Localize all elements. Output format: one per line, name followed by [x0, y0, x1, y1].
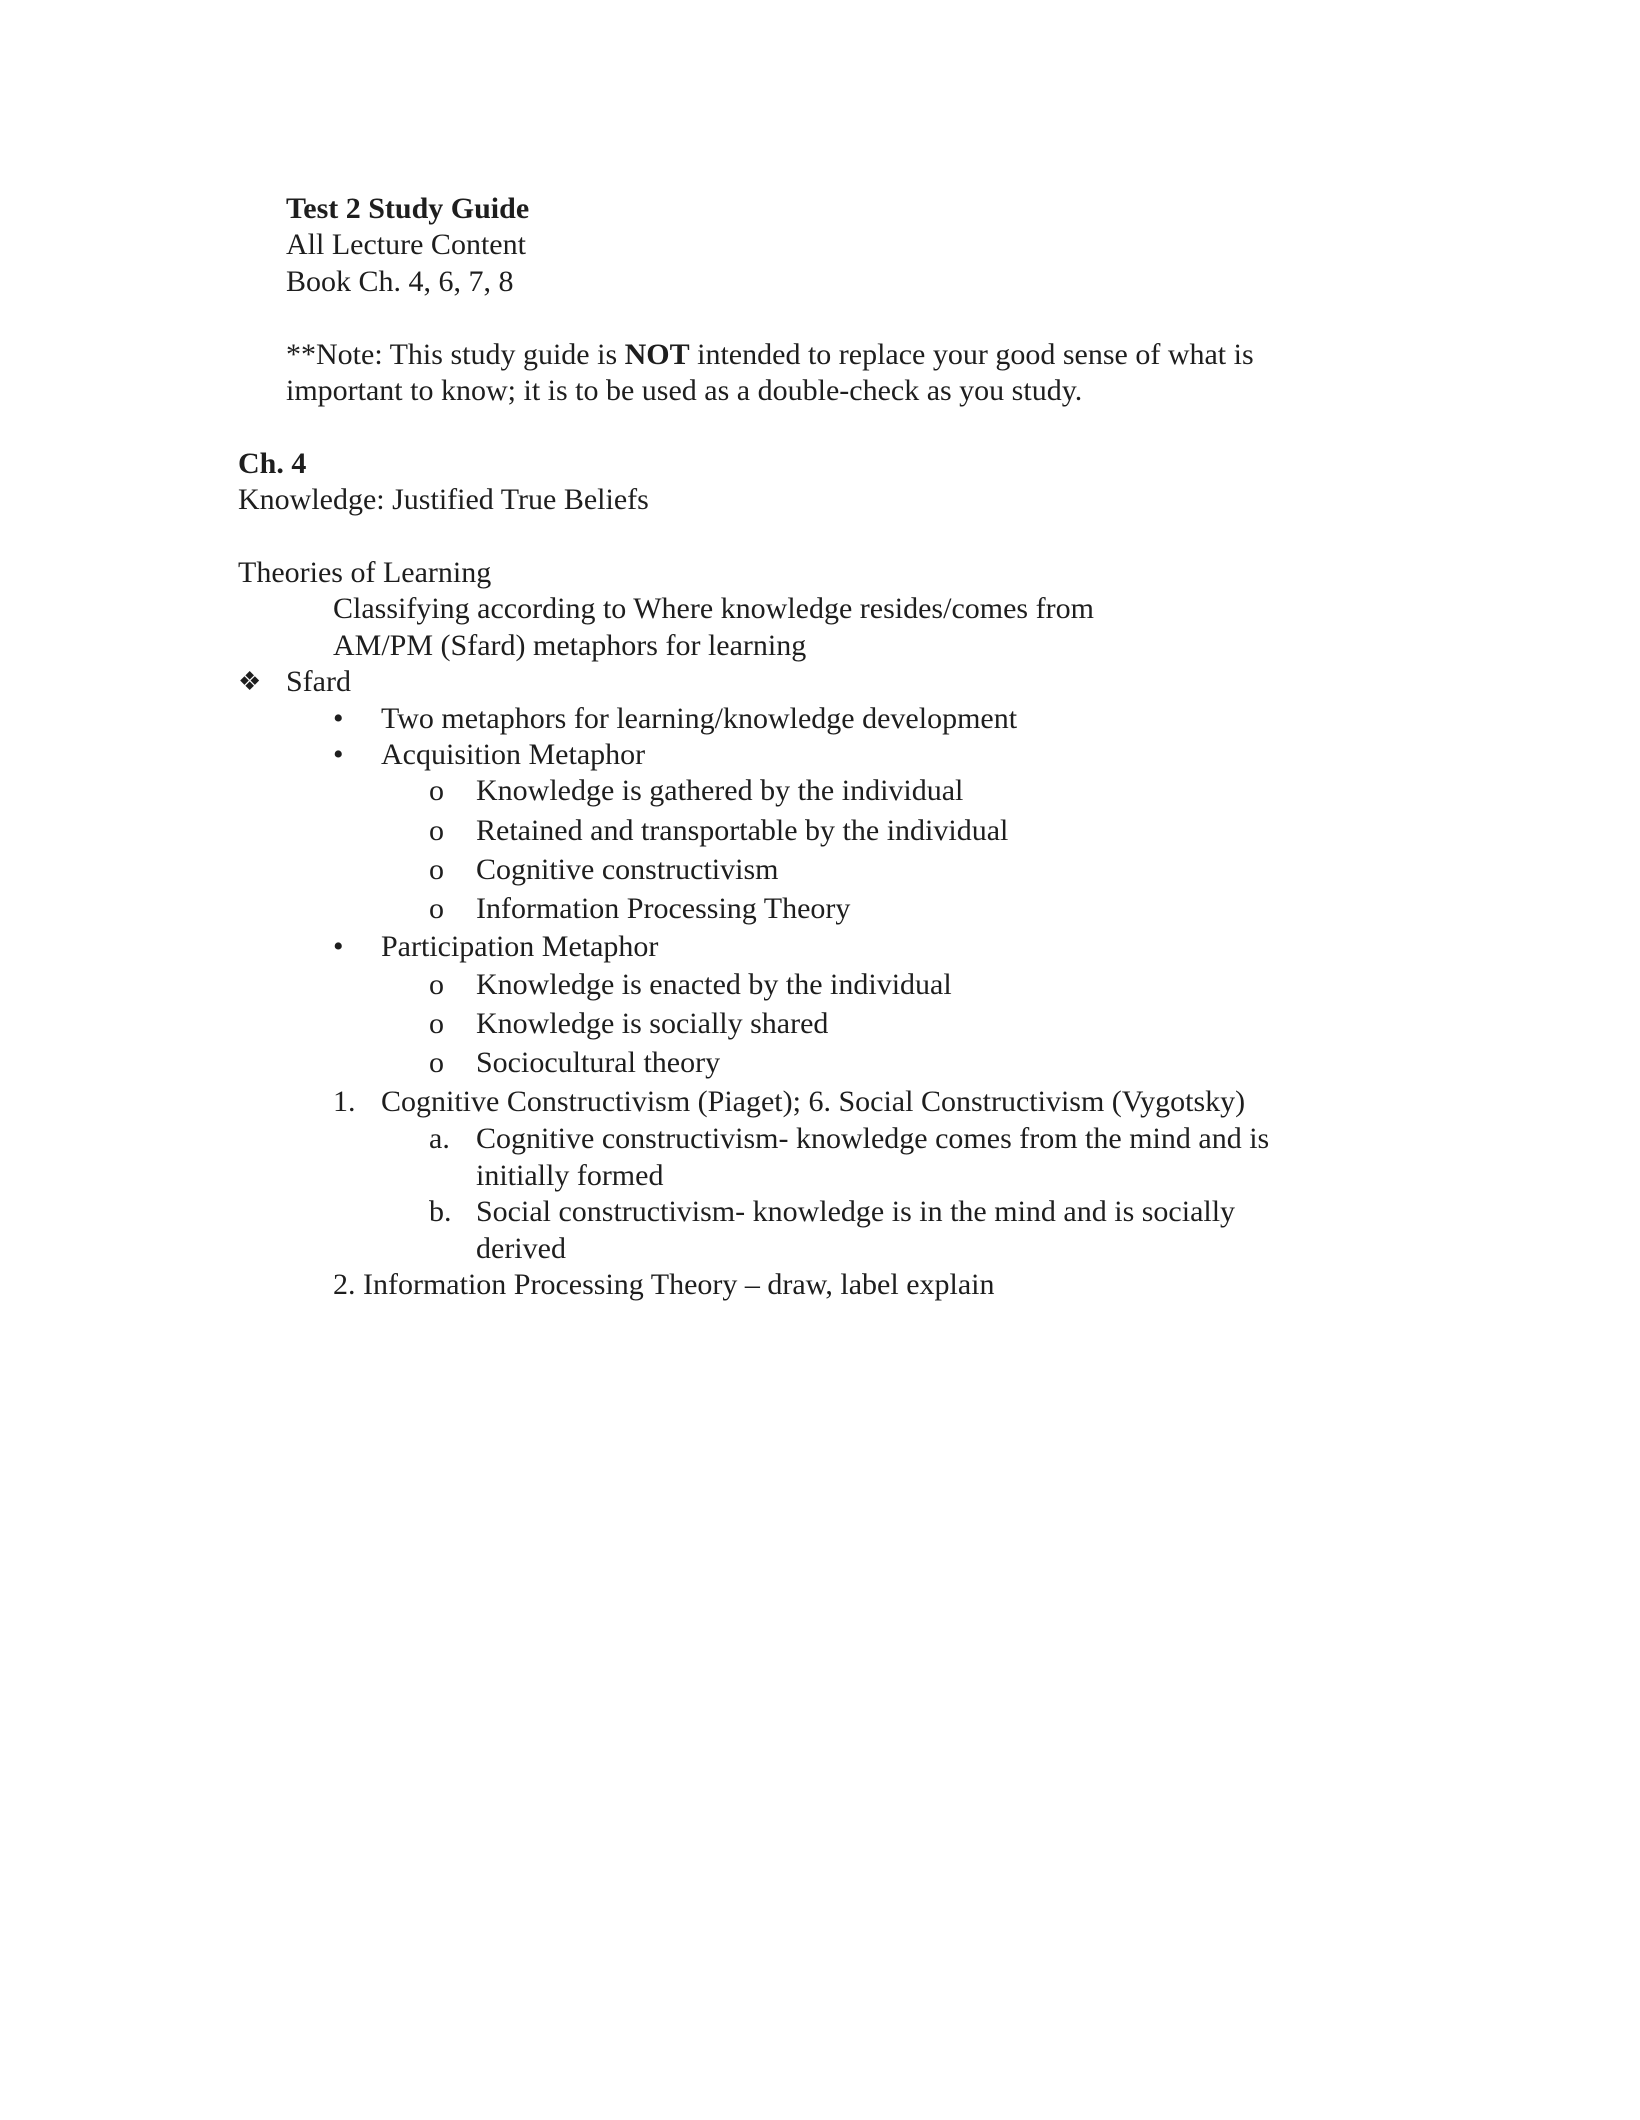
- list-item: Information Processing Theory: [476, 892, 851, 925]
- list-number: 1.: [333, 1085, 356, 1118]
- numbered-item-1b-line-1: Social constructivism- knowledge is in the mind and is socially: [476, 1195, 1236, 1228]
- numbered-item-1: Cognitive Constructivism (Piaget); 6. Social Constructivism (Vygotsky): [381, 1085, 1246, 1118]
- list-item: Knowledge is enacted by the individual: [476, 968, 952, 1001]
- header-line-book: Book Ch. 4, 6, 7, 8: [286, 265, 514, 298]
- list-letter: b.: [429, 1195, 452, 1228]
- circle-bullet-icon: o: [429, 1007, 444, 1040]
- list-item: Sociocultural theory: [476, 1046, 721, 1079]
- list-letter: a.: [429, 1122, 450, 1155]
- theories-heading: Theories of Learning: [238, 556, 492, 589]
- bullet-icon: •: [333, 738, 344, 771]
- numbered-item-1b-line-2: derived: [476, 1232, 566, 1265]
- sfard-label: Sfard: [286, 665, 351, 698]
- list-item: Knowledge is socially shared: [476, 1007, 829, 1040]
- numbered-item-2: 2. Information Processing Theory – draw, label explain: [333, 1268, 995, 1301]
- circle-bullet-icon: o: [429, 853, 444, 886]
- document-title: Test 2 Study Guide: [286, 192, 530, 225]
- numbered-item-1a-line-1: Cognitive constructivism- knowledge comes from the mind and is: [476, 1122, 1270, 1155]
- note-line-1: [286, 337, 1254, 373]
- chapter-heading: Ch. 4: [238, 447, 307, 480]
- circle-bullet-icon: o: [429, 1046, 444, 1079]
- note-emphasis: NOT: [624, 338, 690, 371]
- bullet-icon: •: [333, 930, 344, 963]
- list-item: Knowledge is gathered by the individual: [476, 774, 964, 807]
- header-line-lecture: All Lecture Content: [286, 228, 526, 261]
- bullet-icon: •: [333, 702, 344, 735]
- circle-bullet-icon: o: [429, 774, 444, 807]
- circle-bullet-icon: o: [429, 814, 444, 847]
- acquisition-label: Acquisition Metaphor: [381, 738, 646, 771]
- participation-label: Participation Metaphor: [381, 930, 659, 963]
- diamond-bullet-icon: ❖: [238, 667, 262, 696]
- list-item-two-metaphors: Two metaphors for learning/knowledge development: [381, 702, 1018, 735]
- note-line-2: important to know; it is to be used as a double-check as you study.: [286, 374, 1083, 407]
- classifying-line: Classifying according to Where knowledge resides/comes from: [333, 592, 1094, 625]
- note-prefix: **Note: This study guide is: [286, 338, 625, 371]
- list-item: Cognitive constructivism: [476, 853, 779, 886]
- ampm-line: AM/PM (Sfard) metaphors for learning: [333, 629, 807, 662]
- circle-bullet-icon: o: [429, 968, 444, 1001]
- circle-bullet-icon: o: [429, 892, 444, 925]
- note-suffix: intended to replace your good sense of what is: [689, 338, 1254, 371]
- numbered-item-1a-line-2: initially formed: [476, 1159, 664, 1192]
- list-item: Retained and transportable by the individual: [476, 814, 1009, 847]
- knowledge-definition: Knowledge: Justified True Beliefs: [238, 483, 649, 516]
